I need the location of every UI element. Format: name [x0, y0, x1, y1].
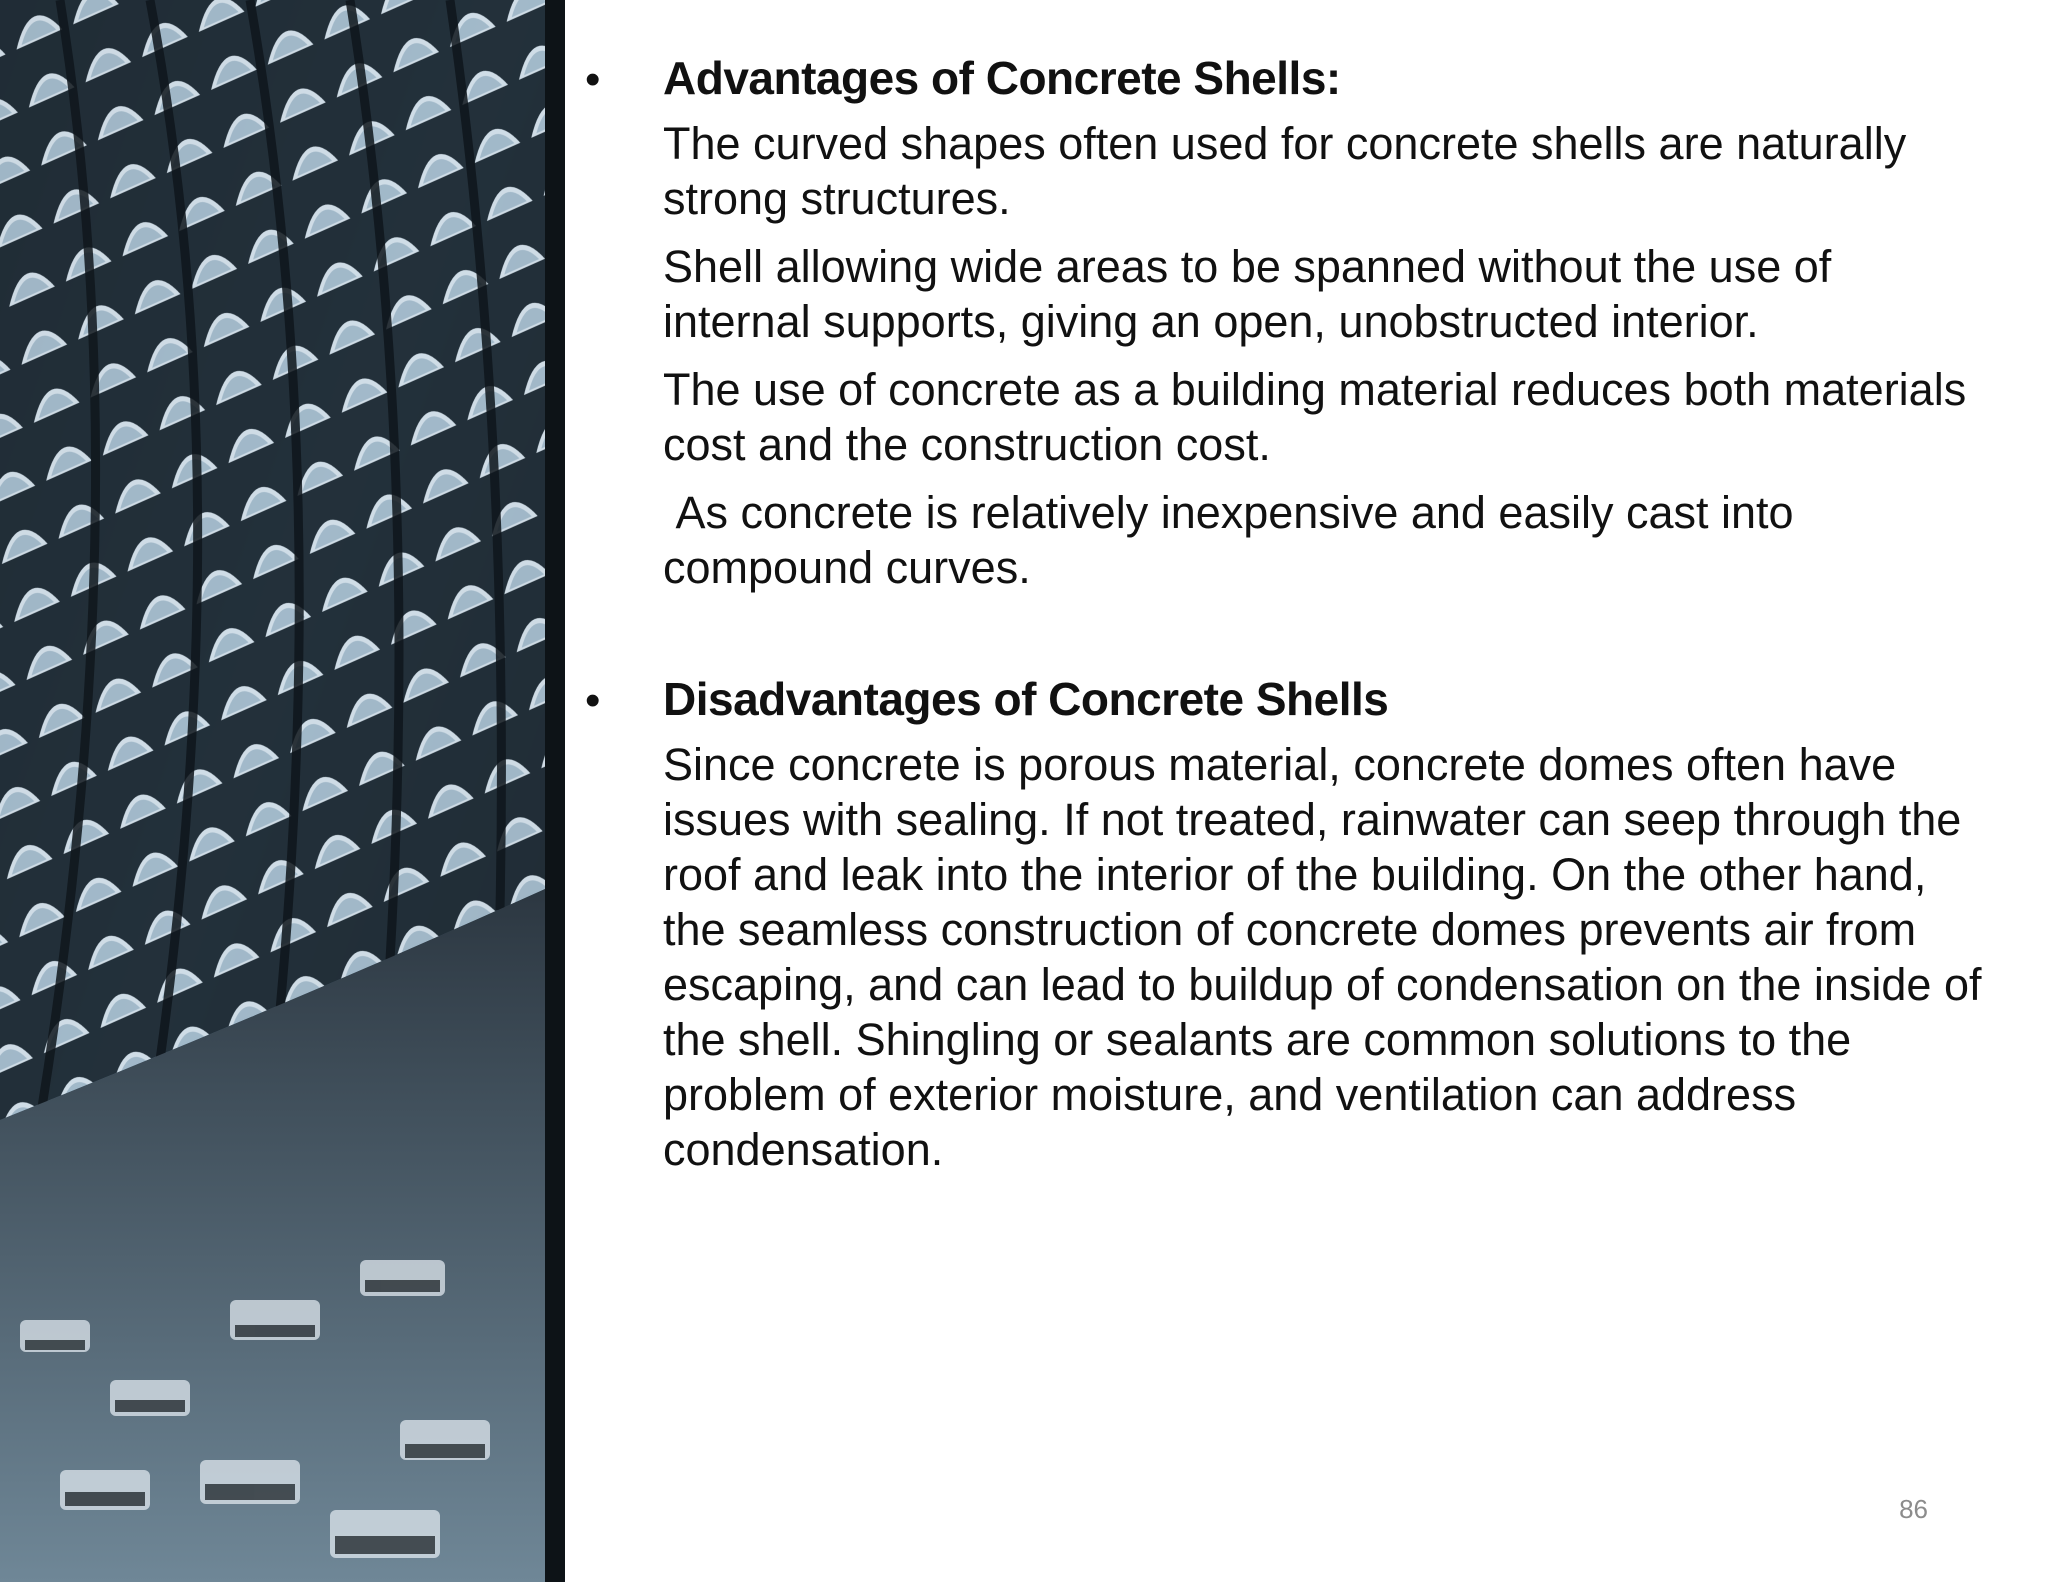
bullet-icon: •	[585, 55, 601, 104]
disadvantage-paragraph: Since concrete is porous material, concrete domes often have issues with sealing. If not treated, rainwater can seep through the roof and leak into the interior of the building. On the other hand, the seamless construction of concrete domes prevents air from escaping, and can lead to buildup of condensation on the inside of the shell. Shingling or sealants are common solutions to the problem of exterior moisture, and ventilation can address condensation.	[663, 739, 1982, 1175]
slide-content	[585, 50, 1985, 1177]
page-number: 86	[1899, 1494, 1928, 1524]
advantage-paragraph: Shell allowing wide areas to be spanned without the use of internal supports, giving an open, unobstructed interior.	[663, 241, 1832, 347]
advantage-paragraph: The use of concrete as a building material reduces both materials cost and the construction cost.	[663, 364, 1967, 470]
disadvantages-heading: Disadvantages of Concrete Shells	[663, 673, 1389, 725]
advantages-heading: Advantages of Concrete Shells:	[663, 52, 1341, 104]
bullet-icon: •	[585, 676, 601, 725]
advantages-section	[585, 50, 1985, 595]
concrete-shell-roof-photo	[0, 0, 565, 1582]
advantage-paragraph: The curved shapes often used for concrete shells are naturally strong structures.	[663, 118, 1907, 224]
advantage-paragraph: As concrete is relatively inexpensive and easily cast into compound curves.	[663, 487, 1807, 593]
disadvantages-section	[585, 671, 1985, 1177]
